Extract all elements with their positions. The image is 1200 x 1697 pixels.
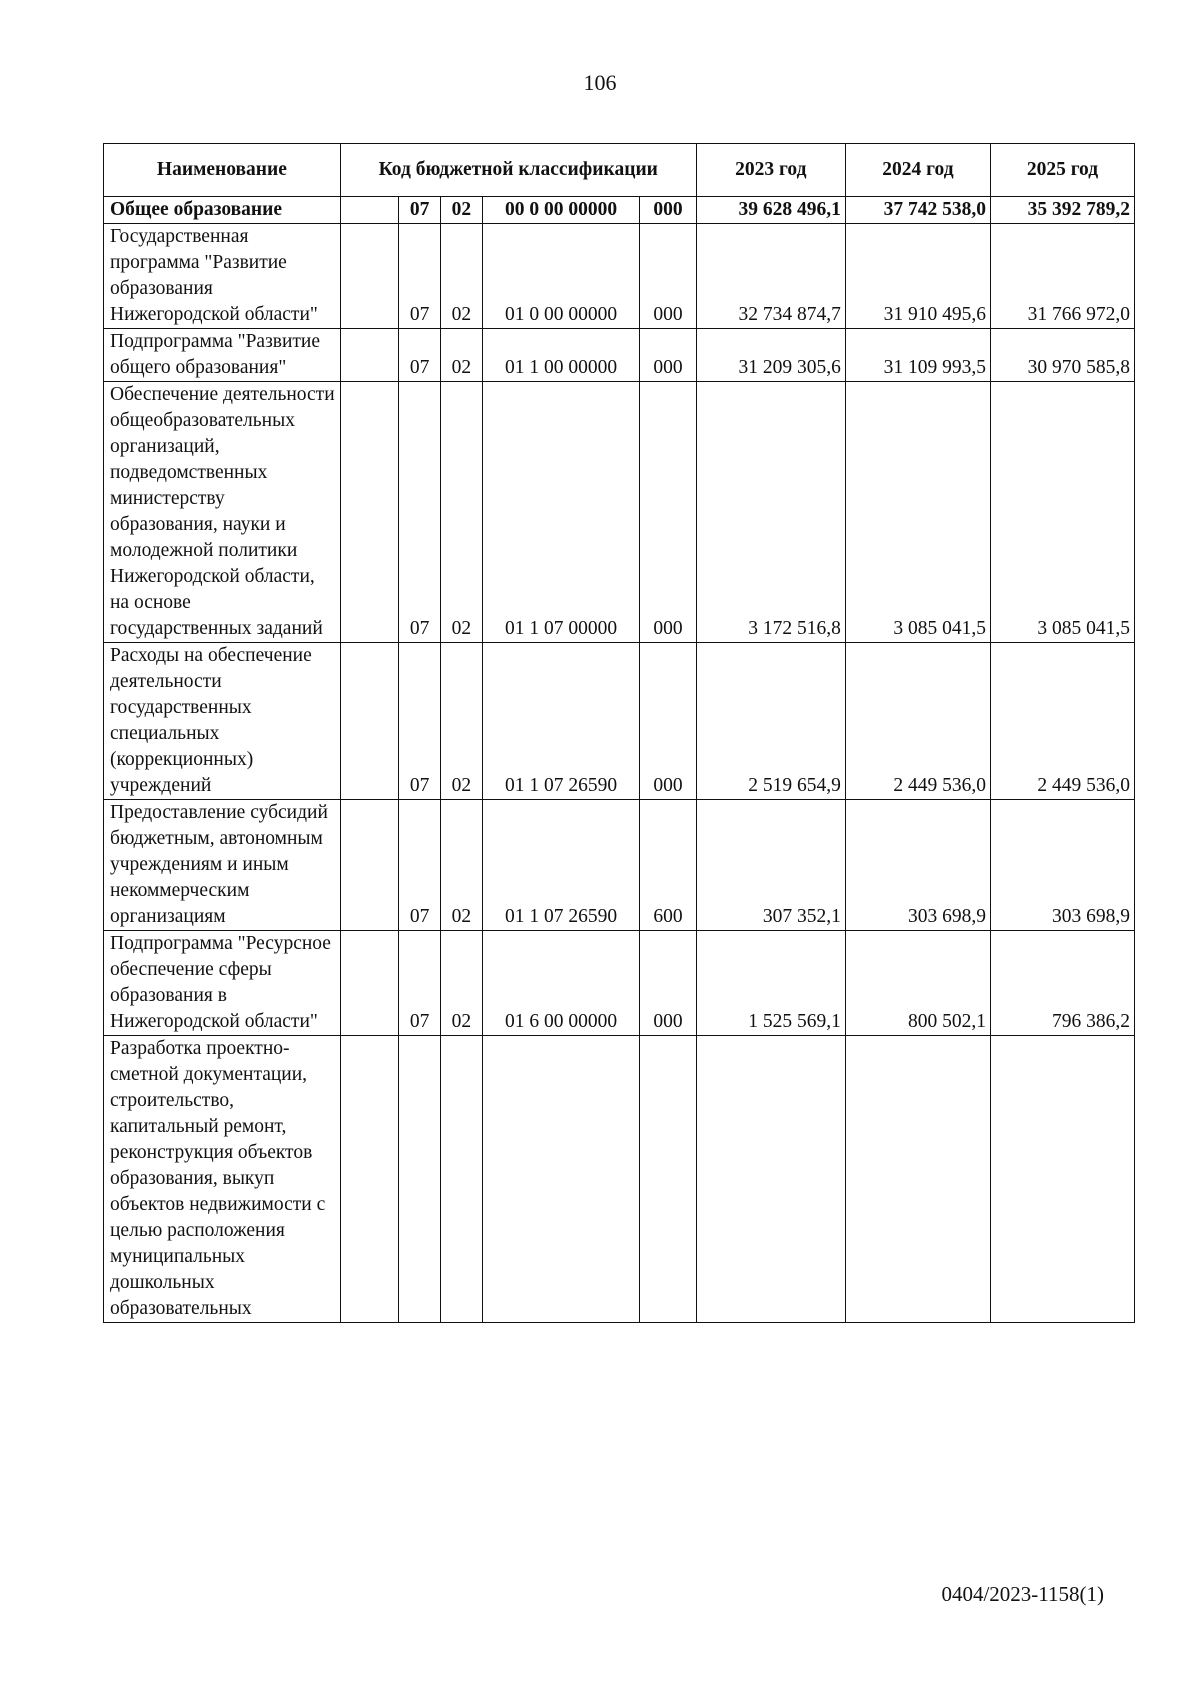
row-code-expense: 000: [640, 643, 696, 800]
row-value-2023: 1 525 569,1: [696, 931, 845, 1036]
row-code-target: 01 1 07 00000: [482, 382, 640, 643]
header-name: Наименование: [104, 144, 341, 197]
row-name: Обеспечение деятельности общеобразовательных организаций, подведомственных министерству образования, науки и молодежной политики Нижегородской области, на основе государственных заданий: [104, 382, 341, 643]
table-row: [104, 800, 1135, 931]
row-value-2024: 303 698,9: [845, 800, 990, 931]
row-value-2023: 31 209 305,6: [696, 329, 845, 382]
row-value-2024: 31 910 495,6: [845, 224, 990, 329]
row-code-section: 07: [399, 931, 441, 1036]
row-value-2025: [990, 1036, 1134, 1323]
row-code-target: [482, 1036, 640, 1323]
row-code-section: 07: [399, 197, 441, 224]
row-code-section: [399, 1036, 441, 1323]
row-code-1: [340, 1036, 398, 1323]
row-name: Подпрограмма "Ресурсное обеспечение сферы образования в Нижегородской области": [104, 931, 341, 1036]
row-value-2024: 2 449 536,0: [845, 643, 990, 800]
row-code-expense: 000: [640, 329, 696, 382]
header-2023: 2023 год: [696, 144, 845, 197]
table-row: [104, 1036, 1135, 1323]
row-value-2025: 35 392 789,2: [990, 197, 1134, 224]
row-code-subsection: 02: [441, 800, 483, 931]
row-value-2023: 32 734 874,7: [696, 224, 845, 329]
row-name: Разработка проектно-сметной документации, строительство, капитальный ремонт, реконструкция объектов образования, выкуп объектов недвижимости с целью расположения муниципальных дошкольных образовательных: [104, 1036, 341, 1323]
row-code-1: [340, 224, 398, 329]
row-value-2025: 30 970 585,8: [990, 329, 1134, 382]
row-code-target: 01 0 00 00000: [482, 224, 640, 329]
page-number: 106: [583, 70, 617, 95]
row-code-target: 01 1 00 00000: [482, 329, 640, 382]
row-value-2023: 2 519 654,9: [696, 643, 845, 800]
row-code-expense: 000: [640, 382, 696, 643]
budget-table: [103, 143, 1135, 1323]
row-value-2023: 39 628 496,1: [696, 197, 845, 224]
row-value-2024: 31 109 993,5: [845, 329, 990, 382]
row-name: Государственная программа "Развитие образования Нижегородской области": [104, 224, 341, 329]
row-code-subsection: [441, 1036, 483, 1323]
row-code-section: 07: [399, 643, 441, 800]
table-row: [104, 643, 1135, 800]
table-row: [104, 197, 1135, 224]
row-code-subsection: 02: [441, 197, 483, 224]
row-code-target: 00 0 00 00000: [482, 197, 640, 224]
table-row: [104, 931, 1135, 1036]
table-row: [104, 224, 1135, 329]
row-code-target: 01 6 00 00000: [482, 931, 640, 1036]
row-code-1: [340, 800, 398, 931]
table-header-row: [104, 144, 1135, 197]
row-value-2025: 31 766 972,0: [990, 224, 1134, 329]
row-value-2024: 3 085 041,5: [845, 382, 990, 643]
row-code-expense: [640, 1036, 696, 1323]
row-value-2023: 307 352,1: [696, 800, 845, 931]
row-value-2025: 303 698,9: [990, 800, 1134, 931]
row-code-expense: 000: [640, 224, 696, 329]
row-value-2023: [696, 1036, 845, 1323]
row-code-target: 01 1 07 26590: [482, 800, 640, 931]
document-id: 0404/2023-1158(1): [941, 1582, 1104, 1606]
row-code-section: 07: [399, 382, 441, 643]
row-code-target: 01 1 07 26590: [482, 643, 640, 800]
header-2024: 2024 год: [845, 144, 990, 197]
table-row: [104, 382, 1135, 643]
row-code-1: [340, 329, 398, 382]
row-code-subsection: 02: [441, 224, 483, 329]
row-value-2025: 3 085 041,5: [990, 382, 1134, 643]
row-name: Подпрограмма "Развитие общего образования": [104, 329, 341, 382]
row-value-2025: 2 449 536,0: [990, 643, 1134, 800]
row-code-subsection: 02: [441, 931, 483, 1036]
row-code-1: [340, 197, 398, 224]
row-code-expense: 000: [640, 197, 696, 224]
row-code-1: [340, 382, 398, 643]
row-code-subsection: 02: [441, 643, 483, 800]
row-code-section: 07: [399, 329, 441, 382]
row-value-2023: 3 172 516,8: [696, 382, 845, 643]
row-name: Расходы на обеспечение деятельности государственных специальных (коррекционных) учреждений: [104, 643, 341, 800]
row-code-expense: 000: [640, 931, 696, 1036]
table-row: [104, 329, 1135, 382]
row-code-subsection: 02: [441, 329, 483, 382]
row-value-2025: 796 386,2: [990, 931, 1134, 1036]
row-code-subsection: 02: [441, 382, 483, 643]
row-code-section: 07: [399, 800, 441, 931]
row-name: Общее образование: [104, 197, 341, 224]
header-code: Код бюджетной классификации: [340, 144, 696, 197]
row-name: Предоставление субсидий бюджетным, автономным учреждениям и иным некоммерческим организациям: [104, 800, 341, 931]
row-code-section: 07: [399, 224, 441, 329]
row-value-2024: 37 742 538,0: [845, 197, 990, 224]
header-2025: 2025 год: [990, 144, 1134, 197]
row-value-2024: [845, 1036, 990, 1323]
row-code-1: [340, 643, 398, 800]
row-code-expense: 600: [640, 800, 696, 931]
row-value-2024: 800 502,1: [845, 931, 990, 1036]
row-code-1: [340, 931, 398, 1036]
